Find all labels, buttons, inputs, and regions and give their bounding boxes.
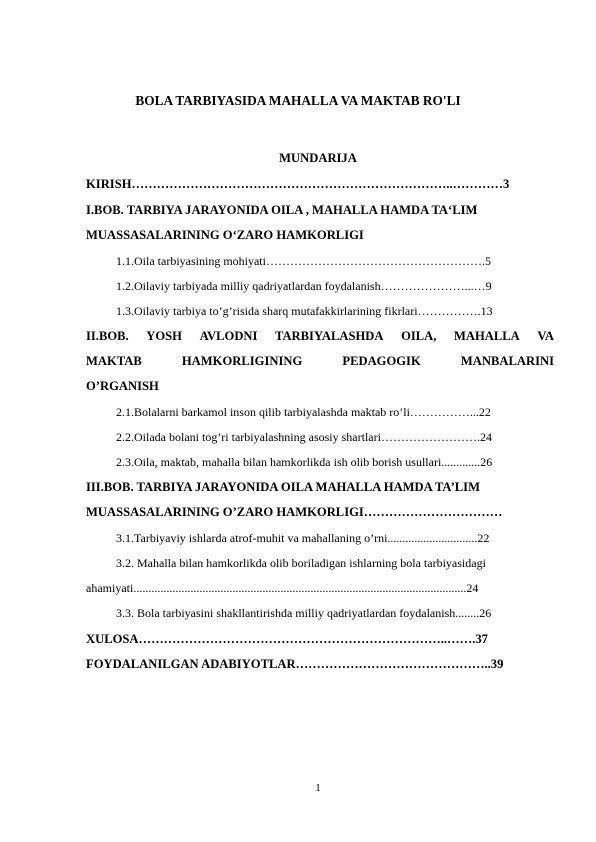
toc-entry-kirish: KIRISH…………………………………………………………………..…………3 xyxy=(86,177,510,191)
toc-section-3-3: 3.3. Bola tarbiyasini shakllantirishda milliy qadriyatlardan foydalanish........26 xyxy=(116,606,492,620)
toc-word: II.BOB. xyxy=(86,329,129,343)
toc-section-2-1: 2.1.Bolalarni barkamol inson qilib tarbiyalashda maktab ro’li……………...22 xyxy=(116,405,491,419)
toc-section-1-3: 1.3.Oilaviy tarbiya to’g’risida sharq mutafakkirlarining fikrlari…………….13 xyxy=(116,304,493,318)
toc-chapter-3-line-1: III.BOB. TARBIYA JARAYONIDA OILA MAHALLA HAMDA TA’LIM xyxy=(86,480,480,494)
toc-chapter-1-line-1: I.BOB. TARBIYA JARAYONIDA OILA , MAHALLA HAMDA TA‘LIM xyxy=(86,203,478,217)
toc-chapter-2-line-3: O’RGANISH xyxy=(86,379,159,393)
toc-word: AVLODNI xyxy=(199,329,258,343)
toc-word: HAMKORLIGINING xyxy=(181,354,303,368)
toc-word: MANBALARINI xyxy=(460,354,554,368)
toc-section-1-2: 1.2.Oilaviy tarbiyada milliy qadriyatlardan foydalanish…………………...…9 xyxy=(116,279,492,293)
document-title: BOLA TARBIYASIDA MAHALLA VA MAKTAB RO'LI xyxy=(135,93,461,108)
toc-heading: MUNDARIJA xyxy=(279,151,357,165)
toc-word: YOSH xyxy=(146,329,182,343)
toc-chapter-1-line-2: MUASSASALARINING O‘ZARO HAMKORLIGI xyxy=(86,228,364,242)
toc-word: MAKTAB xyxy=(86,354,142,368)
toc-section-1-1: 1.1.Oila tarbiyasining mohiyati……………………………………………….5 xyxy=(116,254,491,268)
toc-entry-xulosa: XULOSA………………………………………………………………..…….37 xyxy=(86,632,488,646)
toc-section-2-2: 2.2.Oilada bolani tog’ri tarbiyalashning asosiy shartlari…………………….24 xyxy=(116,430,492,444)
toc-word: PEDAGOGIK xyxy=(342,354,421,368)
page-number: 1 xyxy=(315,782,321,794)
toc-word: TARBIYALASHDA xyxy=(275,329,384,343)
toc-chapter-2-line-1 xyxy=(86,328,554,344)
toc-chapter-3-line-2: MUASSASALARINING O’ZARO HAMKORLIGI…………………………… xyxy=(86,505,503,519)
toc-section-2-3: 2.3.Oila, maktab, mahalla bilan hamkorlikda ish olib borish usullari.............26 xyxy=(116,455,493,469)
toc-entry-bibliography: FOYDALANILGAN ADABIYOTLAR………………………………………..39 xyxy=(86,657,504,671)
toc-word: VA xyxy=(537,329,554,343)
toc-word: OILA, xyxy=(401,329,437,343)
toc-section-3-1: 3.1.Tarbiyaviy ishlarda atrof-muhit va mahallaning o’rni..............................22 xyxy=(116,531,490,545)
toc-word: MAHALLA xyxy=(453,329,520,343)
toc-section-3-2-line-2: ahamiyati...............................................................................................................24 xyxy=(86,581,479,595)
toc-section-3-2-line-1: 3.2. Mahalla bilan hamkorlikda olib boriladigan ishlarning bola tarbiyasidagi xyxy=(116,556,486,570)
toc-chapter-2-line-2 xyxy=(86,353,554,369)
